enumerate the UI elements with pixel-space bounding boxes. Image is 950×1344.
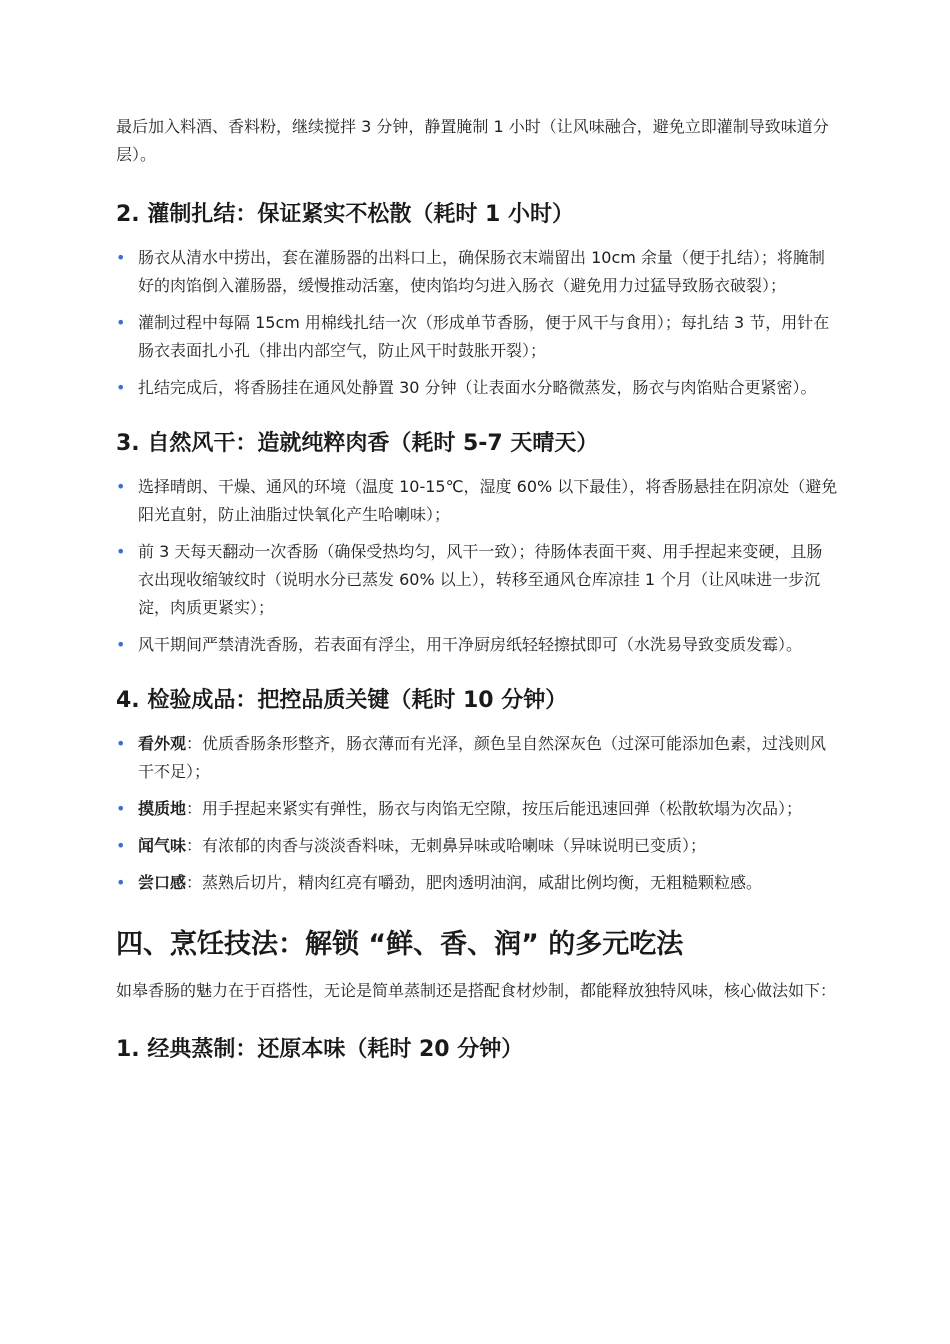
- list-item: • 灌制过程中每隔 15cm 用棉线扎结一次（形成单节香肠，便于风干与食用）；每扎结 3 节，用针在肠衣表面扎小孔（排出内部空气，防止风干时鼓胀开裂）；: [116, 309, 838, 365]
- section-title-stuffing: 2. 灌制扎结：保证紧实不松散（耗时 1 小时）: [116, 202, 574, 227]
- bullet-icon: •: [116, 836, 126, 855]
- bullet-icon: •: [116, 313, 126, 332]
- item-label: 摸质地: [138, 799, 187, 818]
- bullet-icon: •: [116, 873, 126, 892]
- section-title-inspection: 4. 检验成品：把控品质关键（耗时 10 分钟）: [116, 688, 568, 713]
- bullet-icon: •: [116, 542, 126, 561]
- list-item: • 选择晴朗、干燥、通风的环境（温度 10-15℃，湿度 60% 以下最佳），将香肠悬挂在阴凉处（避免阳光直射，防止油脂过快氧化产生哈喇味）；: [116, 473, 838, 529]
- bullet-icon: •: [116, 799, 126, 818]
- item-label: 尝口感: [138, 873, 187, 892]
- bullet-icon: •: [116, 734, 126, 753]
- list-item: • 前 3 天每天翻动一次香肠（确保受热均匀，风干一致）；待肠体表面干爽、用手捏起来变硬，且肠衣出现收缩皱纹时（说明水分已蒸发 60% 以上），转移至通风仓库凉挂 1 个月（让风味进一步沉淀，肉质更紧实）；: [116, 538, 838, 622]
- section-list-drying: [116, 473, 838, 659]
- section-title-drying: 3. 自然风干：造就纯粹肉香（耗时 5-7 天晴天）: [116, 431, 599, 456]
- chapter-title: 四、烹饪技法：解锁 “鲜、香、润” 的多元吃法: [116, 929, 684, 960]
- list-item: • 看外观：优质香肠条形整齐，肠衣薄而有光泽，颜色呈自然深灰色（过深可能添加色素，过浅则风干不足）；: [116, 730, 838, 786]
- list-item: • 闻气味：有浓郁的肉香与淡淡香料味，无刺鼻异味或哈喇味（异味说明已变质）；: [116, 832, 838, 860]
- bullet-icon: •: [116, 635, 126, 654]
- section-list-stuffing: [116, 244, 838, 402]
- document-page: [116, 113, 838, 1065]
- chapter-intro-paragraph: 如皋香肠的魅力在于百搭性，无论是简单蒸制还是搭配食材炒制，都能释放独特风味，核心做法如下：: [116, 981, 837, 1000]
- list-item: • 尝口感：蒸熟后切片，精肉红亮有嚼劲，肥肉透明油润，咸甜比例均衡，无粗糙颗粒感。: [116, 869, 838, 897]
- item-label: 闻气味: [138, 836, 187, 855]
- bullet-icon: •: [116, 477, 126, 496]
- bullet-icon: •: [116, 378, 126, 397]
- list-item: • 肠衣从清水中捞出，套在灌肠器的出料口上，确保肠衣末端留出 10cm 余量（便于扎结）；将腌制好的肉馅倒入灌肠器，缓慢推动活塞，使肉馅均匀进入肠衣（避免用力过猛导致肠衣破裂）；: [116, 244, 838, 300]
- item-label: 看外观: [138, 734, 187, 753]
- intro-tail-paragraph: 最后加入料酒、香料粉，继续搅拌 3 分钟，静置腌制 1 小时（让风味融合，避免立即灌制导致味道分层）。: [116, 117, 829, 164]
- section-list-inspection: [116, 730, 838, 897]
- list-item: • 扎结完成后，将香肠挂在通风处静置 30 分钟（让表面水分略微蒸发，肠衣与肉馅贴合更紧密）。: [116, 374, 838, 402]
- subsection-title-steaming: 1. 经典蒸制：还原本味（耗时 20 分钟）: [116, 1037, 524, 1062]
- list-item: • 摸质地：用手捏起来紧实有弹性，肠衣与肉馅无空隙，按压后能迅速回弹（松散软塌为次品）；: [116, 795, 838, 823]
- list-item: • 风干期间严禁清洗香肠，若表面有浮尘，用干净厨房纸轻轻擦拭即可（水洗易导致变质发霉）。: [116, 631, 838, 659]
- bullet-icon: •: [116, 248, 126, 267]
